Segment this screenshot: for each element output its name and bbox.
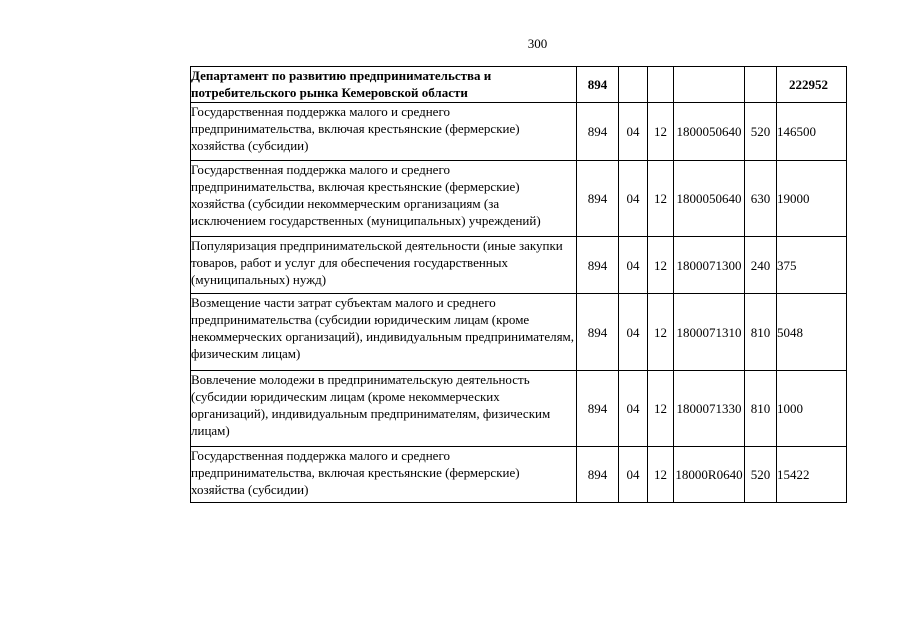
row-subsection: 12 (648, 161, 674, 237)
table-header-row (191, 67, 847, 103)
row-name: Государственная поддержка малого и среднего предпринимательства, включая крестьянские (фермерские) хозяйства (субсидии) (191, 103, 577, 161)
row-section: 04 (619, 447, 648, 503)
table-row (191, 447, 847, 503)
row-section: 04 (619, 103, 648, 161)
row-type: 810 (745, 371, 777, 447)
section-code (619, 67, 648, 103)
row-ministry: 894 (577, 447, 619, 503)
row-section: 04 (619, 294, 648, 371)
row-ministry: 894 (577, 161, 619, 237)
row-section: 04 (619, 237, 648, 294)
expense-type-code (745, 67, 777, 103)
row-amount: 1000 (777, 371, 847, 447)
row-ministry: 894 (577, 371, 619, 447)
table-row (191, 161, 847, 237)
row-target: 1800050640 (674, 103, 745, 161)
department-total: 222952 (777, 67, 847, 103)
row-target: 18000R0640 (674, 447, 745, 503)
row-ministry: 894 (577, 237, 619, 294)
table-row (191, 237, 847, 294)
row-subsection: 12 (648, 371, 674, 447)
row-subsection: 12 (648, 237, 674, 294)
page-number: 300 (527, 36, 548, 51)
row-type: 240 (745, 237, 777, 294)
row-type: 520 (745, 447, 777, 503)
row-subsection: 12 (648, 103, 674, 161)
row-amount: 375 (777, 237, 847, 294)
row-amount: 146500 (777, 103, 847, 161)
row-ministry: 894 (577, 103, 619, 161)
table-row (191, 371, 847, 447)
row-type: 520 (745, 103, 777, 161)
subsection-code (648, 67, 674, 103)
row-name: Возмещение части затрат субъектам малого и среднего предпринимательства (субсидии юридическим лицам (кроме некоммерческих организаций), индивидуальным предпринимателям, физическим лицам) (191, 294, 577, 371)
row-subsection: 12 (648, 447, 674, 503)
row-section: 04 (619, 371, 648, 447)
row-amount: 19000 (777, 161, 847, 237)
row-name: Государственная поддержка малого и среднего предпринимательства, включая крестьянские (фермерские) хозяйства (субсидии) (191, 447, 577, 503)
row-name: Вовлечение молодежи в предпринимательскую деятельность (субсидии юридическим лицам (кроме некоммерческих организаций), индивидуальным предпринимателям, физическим лицам) (191, 371, 577, 447)
row-target: 1800071330 (674, 371, 745, 447)
row-amount: 15422 (777, 447, 847, 503)
row-name: Государственная поддержка малого и среднего предпринимательства, включая крестьянские (фермерские) хозяйства (субсидии некоммерческим организациям (за исключением государственных (муниципальных) учреждений) (191, 161, 577, 237)
department-name: Департамент по развитию предпринимательства и потребительского рынка Кемеровской области (191, 67, 577, 103)
budget-table (190, 66, 847, 503)
row-type: 810 (745, 294, 777, 371)
table-row (191, 294, 847, 371)
row-ministry: 894 (577, 294, 619, 371)
row-target: 1800071300 (674, 237, 745, 294)
row-target: 1800071310 (674, 294, 745, 371)
row-subsection: 12 (648, 294, 674, 371)
row-target: 1800050640 (674, 161, 745, 237)
row-name: Популяризация предпринимательской деятельности (иные закупки товаров, работ и услуг для обеспечения государственных (муниципальных) нужд) (191, 237, 577, 294)
target-code (674, 67, 745, 103)
ministry-code: 894 (577, 67, 619, 103)
row-type: 630 (745, 161, 777, 237)
table-row (191, 103, 847, 161)
row-amount: 5048 (777, 294, 847, 371)
row-section: 04 (619, 161, 648, 237)
